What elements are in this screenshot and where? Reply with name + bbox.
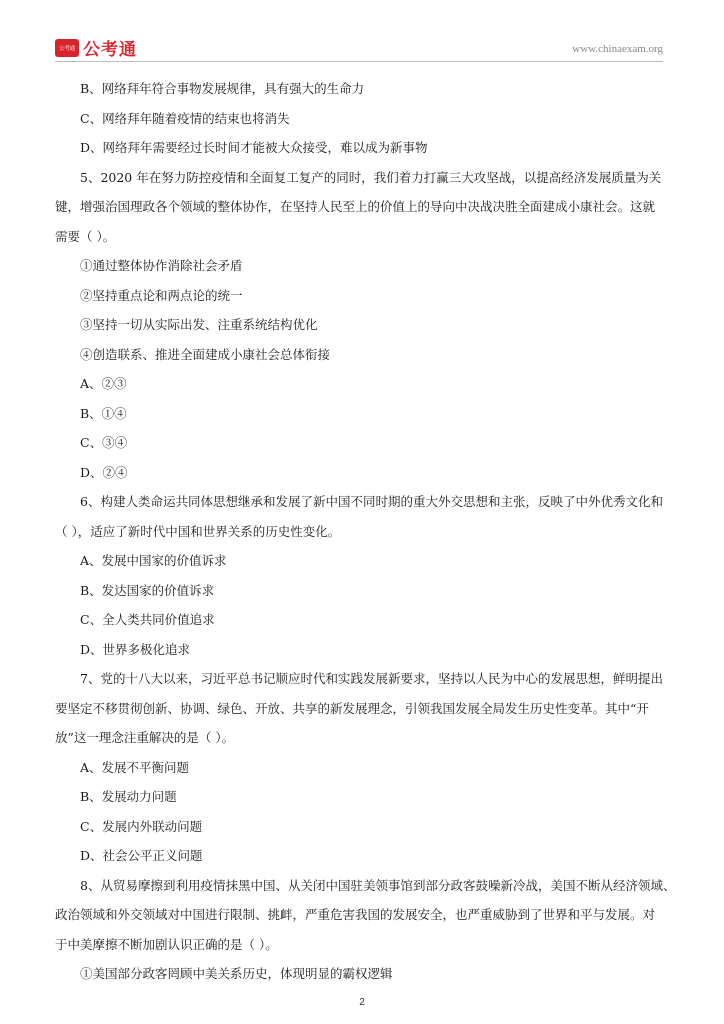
statement-3-q5: ③坚持一切从实际出发、注重系统结构优化 (80, 317, 318, 332)
option-a-q5: A、②③ (80, 376, 127, 391)
question-7-line: 7、党的十八大以来，习近平总书记顺应时代和实践发展新要求，坚持以人民为中心的发展思想，鲜明提出 (80, 671, 663, 686)
question-6 (55, 487, 671, 546)
option-d-q5: D、②④ (80, 464, 128, 480)
option-c-q5: C、③④ (80, 435, 128, 450)
page-header (55, 33, 663, 62)
statement-1-q8: ①美国部分政客罔顾中美关系历史，体现明显的霸权逻辑 (80, 966, 393, 981)
logo-text: 公考通 (83, 40, 137, 60)
site-url: www.chinaexam.org (572, 43, 663, 55)
option-d-q6: D、世界多极化追求 (80, 641, 191, 657)
option-a-q7: A、发展不平衡问题 (80, 759, 190, 775)
option-b-q4: B、网络拜年符合事物发展规律，具有强大的生命力 (80, 81, 365, 96)
question-8-line: 8、从贸易摩擦到利用疫情抹黑中国、从关闭中国驻美领事馆到部分政客鼓噪新冷战，美国不断从经济领域、 (80, 877, 676, 893)
option-b-q7: B、发展动力问题 (80, 789, 177, 804)
logo-badge-icon: 公考通 (55, 39, 79, 57)
question-8-line: 政治领域和外交领域对中国进行限制、挑衅，严重危害我国的发展安全，也严重威胁到了世界和平与发展。对 (55, 907, 656, 922)
question-6-line: （ ），适应了新时代中国和世界关系的历史性变化。 (55, 523, 341, 539)
question-6-line: 6、构建人类命运共同体思想继承和发展了新中国不同时期的重大外交思想和主张，反映了中外优秀文化和 (80, 494, 663, 509)
option-b-q6: B、发达国家的价值诉求 (80, 582, 215, 598)
page-content (55, 74, 676, 989)
question-5 (55, 163, 671, 252)
question-8-line: 于中美摩擦不断加剧认识正确的是（ ）。 (55, 936, 278, 952)
statement-4-q5: ④创造联系、推进全面建成小康社会总体衔接 (80, 346, 331, 362)
question-5-line: 需要（ ）。 (55, 228, 116, 244)
question-5-line: 5、2020 年在努力防控疫情和全面复工复产的同时，我们着力打赢三大攻坚战，以提高经济发展质量为关 (80, 169, 662, 185)
page-number: 2 (359, 997, 365, 1008)
option-a-q6: A、发展中国家的价值诉求 (80, 553, 227, 568)
question-7-line: 放”这一理念注重解决的是（ ）。 (55, 730, 235, 745)
statement-1-q5: ①通过整体协作消除社会矛盾 (80, 258, 243, 273)
question-7-line: 要坚定不移贯彻创新、协调、绿色、开放、共享的新发展理念，引领我国发展全局发生历史性变革。其中“开 (55, 700, 649, 716)
statement-2-q5: ②坚持重点论和两点论的统一 (80, 287, 243, 303)
question-5-line: 键，增强治国理政各个领域的整体协作，在坚持人民至上的价值上的导向中决战决胜全面建成小康社会。这就 (55, 199, 656, 214)
option-c-q6: C、全人类共同价值追求 (80, 612, 215, 627)
option-d-q7: D、社会公平正义问题 (80, 848, 203, 863)
option-d-q4: D、网络拜年需要经过长时间才能被大众接受，难以成为新事物 (80, 140, 428, 155)
brand-logo (55, 35, 137, 60)
option-c-q4: C、网络拜年随着疫情的结束也将消失 (80, 110, 290, 126)
option-b-q5: B、①④ (80, 405, 127, 421)
question-7 (55, 664, 671, 753)
option-c-q7: C、发展内外联动问题 (80, 818, 203, 834)
question-8 (55, 871, 676, 960)
